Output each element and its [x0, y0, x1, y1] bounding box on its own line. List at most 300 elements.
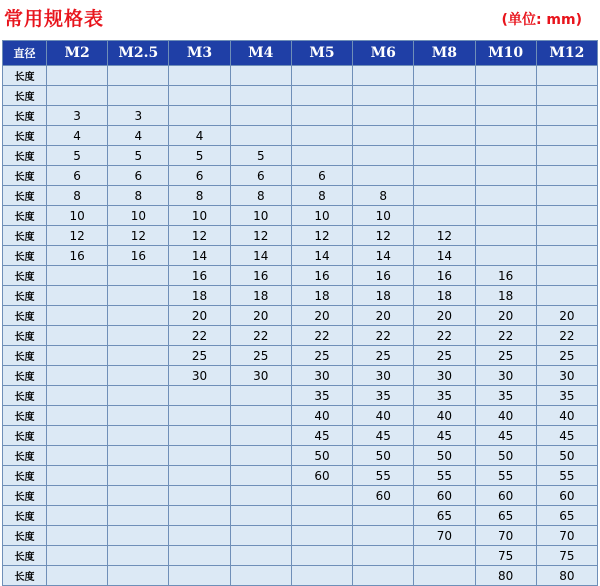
- table-cell: [169, 566, 230, 586]
- table-cell: [230, 506, 291, 526]
- table-cell: 20: [414, 306, 475, 326]
- table-cell: 40: [414, 406, 475, 426]
- table-cell: [47, 366, 108, 386]
- table-cell: [169, 386, 230, 406]
- table-cell: [414, 66, 475, 86]
- table-cell: 6: [108, 166, 169, 186]
- table-cell: 25: [169, 346, 230, 366]
- table-cell: 18: [414, 286, 475, 306]
- column-header: M6: [353, 41, 414, 66]
- table-row: [3, 526, 598, 546]
- table-cell: 50: [353, 446, 414, 466]
- table-cell: 8: [353, 186, 414, 206]
- table-cell: 14: [230, 246, 291, 266]
- table-cell: 8: [47, 186, 108, 206]
- row-label: 长度: [3, 166, 47, 186]
- table-cell: [291, 86, 352, 106]
- table-cell: [414, 166, 475, 186]
- table-cell: 10: [353, 206, 414, 226]
- table-cell: [536, 66, 597, 86]
- table-cell: 30: [230, 366, 291, 386]
- table-cell: [108, 446, 169, 466]
- table-cell: [475, 66, 536, 86]
- table-cell: 22: [230, 326, 291, 346]
- table-cell: [108, 526, 169, 546]
- table-cell: 20: [169, 306, 230, 326]
- page-title: 常用规格表: [4, 8, 105, 30]
- table-cell: [536, 146, 597, 166]
- table-cell: [536, 126, 597, 146]
- table-cell: 30: [475, 366, 536, 386]
- column-header: M2: [47, 41, 108, 66]
- table-cell: 60: [536, 486, 597, 506]
- table-cell: 60: [353, 486, 414, 506]
- row-label: 长度: [3, 566, 47, 586]
- table-row: [3, 446, 598, 466]
- row-label: 长度: [3, 286, 47, 306]
- table-row: [3, 266, 598, 286]
- table-row: [3, 226, 598, 246]
- table-cell: [230, 66, 291, 86]
- table-cell: [291, 146, 352, 166]
- table-cell: [47, 486, 108, 506]
- table-cell: 35: [291, 386, 352, 406]
- column-header: M10: [475, 41, 536, 66]
- table-cell: 25: [475, 346, 536, 366]
- table-cell: 14: [414, 246, 475, 266]
- table-row: [3, 86, 598, 106]
- table-cell: 30: [291, 366, 352, 386]
- table-cell: 16: [414, 266, 475, 286]
- table-cell: [230, 406, 291, 426]
- table-cell: [108, 406, 169, 426]
- table-cell: 45: [353, 426, 414, 446]
- table-cell: [169, 406, 230, 426]
- table-cell: 50: [475, 446, 536, 466]
- table-cell: 55: [353, 466, 414, 486]
- table-row: [3, 566, 598, 586]
- table-cell: [230, 566, 291, 586]
- table-cell: [169, 506, 230, 526]
- row-label: 长度: [3, 226, 47, 246]
- table-cell: 4: [108, 126, 169, 146]
- table-cell: [536, 86, 597, 106]
- table-cell: [536, 106, 597, 126]
- table-cell: 5: [230, 146, 291, 166]
- table-cell: [536, 226, 597, 246]
- table-cell: 70: [414, 526, 475, 546]
- column-header: M12: [536, 41, 597, 66]
- row-label: 长度: [3, 206, 47, 226]
- table-cell: 45: [475, 426, 536, 446]
- table-cell: [108, 346, 169, 366]
- table-cell: 30: [414, 366, 475, 386]
- table-cell: [353, 126, 414, 146]
- table-row: [3, 106, 598, 126]
- table-cell: [47, 286, 108, 306]
- row-label: 长度: [3, 346, 47, 366]
- table-cell: [230, 386, 291, 406]
- table-cell: 16: [291, 266, 352, 286]
- table-cell: [108, 266, 169, 286]
- column-header: M4: [230, 41, 291, 66]
- corner-header: 直径: [3, 41, 47, 66]
- table-cell: [353, 66, 414, 86]
- row-label: 长度: [3, 126, 47, 146]
- table-cell: [47, 386, 108, 406]
- table-cell: [475, 186, 536, 206]
- table-cell: [169, 466, 230, 486]
- spec-table: [2, 40, 598, 586]
- table-cell: [108, 286, 169, 306]
- header-row: [3, 41, 598, 66]
- table-cell: 40: [475, 406, 536, 426]
- table-row: [3, 366, 598, 386]
- table-row: [3, 186, 598, 206]
- table-cell: 35: [475, 386, 536, 406]
- table-cell: [47, 406, 108, 426]
- table-cell: [291, 506, 352, 526]
- table-cell: 20: [291, 306, 352, 326]
- table-cell: [230, 526, 291, 546]
- table-cell: [47, 526, 108, 546]
- row-label: 长度: [3, 386, 47, 406]
- table-cell: 50: [291, 446, 352, 466]
- table-cell: 10: [108, 206, 169, 226]
- table-cell: 12: [169, 226, 230, 246]
- table-row: [3, 486, 598, 506]
- table-cell: [230, 466, 291, 486]
- table-cell: [169, 526, 230, 546]
- row-label: 长度: [3, 106, 47, 126]
- table-cell: [475, 246, 536, 266]
- table-cell: [291, 66, 352, 86]
- table-row: [3, 306, 598, 326]
- row-label: 长度: [3, 146, 47, 166]
- table-cell: [475, 106, 536, 126]
- row-label: 长度: [3, 486, 47, 506]
- table-cell: 12: [47, 226, 108, 246]
- table-cell: 18: [353, 286, 414, 306]
- table-cell: 60: [475, 486, 536, 506]
- row-label: 长度: [3, 506, 47, 526]
- row-label: 长度: [3, 266, 47, 286]
- table-cell: [169, 426, 230, 446]
- table-cell: 6: [291, 166, 352, 186]
- table-row: [3, 286, 598, 306]
- unit-label: (单位: mm): [501, 12, 582, 28]
- table-cell: 16: [353, 266, 414, 286]
- table-row: [3, 546, 598, 566]
- table-cell: 5: [169, 146, 230, 166]
- table-cell: 20: [353, 306, 414, 326]
- table-cell: 12: [353, 226, 414, 246]
- table-cell: [108, 386, 169, 406]
- table-row: [3, 126, 598, 146]
- table-cell: 5: [108, 146, 169, 166]
- table-cell: [536, 166, 597, 186]
- row-label: 长度: [3, 366, 47, 386]
- table-cell: 65: [536, 506, 597, 526]
- table-row: [3, 146, 598, 166]
- table-cell: [414, 546, 475, 566]
- table-cell: 10: [169, 206, 230, 226]
- table-cell: [414, 106, 475, 126]
- table-cell: 25: [230, 346, 291, 366]
- table-cell: 6: [47, 166, 108, 186]
- table-cell: 25: [414, 346, 475, 366]
- table-cell: 20: [230, 306, 291, 326]
- table-cell: [353, 546, 414, 566]
- table-cell: 65: [414, 506, 475, 526]
- table-cell: [169, 66, 230, 86]
- table-cell: 8: [169, 186, 230, 206]
- table-cell: 22: [169, 326, 230, 346]
- table-cell: 45: [536, 426, 597, 446]
- table-cell: [169, 486, 230, 506]
- table-cell: 10: [47, 206, 108, 226]
- table-cell: 12: [414, 226, 475, 246]
- row-label: 长度: [3, 86, 47, 106]
- table-cell: 12: [108, 226, 169, 246]
- table-cell: 3: [47, 106, 108, 126]
- table-cell: 16: [108, 246, 169, 266]
- table-cell: [169, 106, 230, 126]
- table-cell: [108, 546, 169, 566]
- table-cell: [108, 306, 169, 326]
- table-cell: [108, 426, 169, 446]
- table-cell: [414, 126, 475, 146]
- table-cell: [108, 486, 169, 506]
- table-cell: 25: [291, 346, 352, 366]
- table-cell: [475, 146, 536, 166]
- table-cell: [230, 106, 291, 126]
- table-cell: [414, 86, 475, 106]
- table-cell: [291, 526, 352, 546]
- table-row: [3, 386, 598, 406]
- row-label: 长度: [3, 326, 47, 346]
- table-row: [3, 346, 598, 366]
- table-cell: [47, 426, 108, 446]
- table-cell: [230, 546, 291, 566]
- table-cell: [108, 86, 169, 106]
- table-cell: 16: [230, 266, 291, 286]
- table-cell: [108, 566, 169, 586]
- table-cell: [108, 366, 169, 386]
- table-cell: [230, 86, 291, 106]
- table-cell: 12: [230, 226, 291, 246]
- table-row: [3, 166, 598, 186]
- table-cell: [414, 186, 475, 206]
- table-cell: 18: [475, 286, 536, 306]
- table-cell: 80: [475, 566, 536, 586]
- table-cell: [353, 166, 414, 186]
- table-cell: 75: [536, 546, 597, 566]
- table-cell: [47, 466, 108, 486]
- table-cell: [47, 446, 108, 466]
- table-cell: [47, 66, 108, 86]
- table-cell: 60: [414, 486, 475, 506]
- table-cell: 55: [475, 466, 536, 486]
- table-cell: [536, 186, 597, 206]
- table-cell: 22: [536, 326, 597, 346]
- table-cell: 14: [169, 246, 230, 266]
- table-cell: [475, 86, 536, 106]
- table-row: [3, 246, 598, 266]
- table-cell: 35: [353, 386, 414, 406]
- table-cell: 35: [414, 386, 475, 406]
- table-cell: [108, 326, 169, 346]
- table-cell: [414, 566, 475, 586]
- table-cell: [536, 266, 597, 286]
- table-cell: 22: [353, 326, 414, 346]
- row-label: 长度: [3, 446, 47, 466]
- table-cell: 22: [414, 326, 475, 346]
- column-header: M8: [414, 41, 475, 66]
- table-cell: 35: [536, 386, 597, 406]
- table-cell: [536, 286, 597, 306]
- table-cell: 4: [169, 126, 230, 146]
- table-cell: [353, 566, 414, 586]
- table-cell: [291, 106, 352, 126]
- table-cell: [291, 126, 352, 146]
- table-cell: 12: [291, 226, 352, 246]
- table-cell: [47, 86, 108, 106]
- table-cell: [169, 86, 230, 106]
- table-cell: [230, 486, 291, 506]
- table-cell: 16: [169, 266, 230, 286]
- row-label: 长度: [3, 526, 47, 546]
- table-cell: 45: [414, 426, 475, 446]
- table-cell: [353, 506, 414, 526]
- row-label: 长度: [3, 186, 47, 206]
- table-cell: 8: [291, 186, 352, 206]
- table-cell: [414, 206, 475, 226]
- table-cell: 60: [291, 466, 352, 486]
- table-cell: 30: [353, 366, 414, 386]
- table-cell: 3: [108, 106, 169, 126]
- row-label: 长度: [3, 426, 47, 446]
- table-cell: 20: [536, 306, 597, 326]
- table-cell: [47, 326, 108, 346]
- table-cell: 40: [536, 406, 597, 426]
- table-cell: 14: [291, 246, 352, 266]
- row-label: 长度: [3, 66, 47, 86]
- table-cell: [475, 126, 536, 146]
- table-cell: 20: [475, 306, 536, 326]
- table-cell: [47, 546, 108, 566]
- table-cell: 14: [353, 246, 414, 266]
- table-cell: 30: [169, 366, 230, 386]
- table-cell: [47, 566, 108, 586]
- table-row: [3, 406, 598, 426]
- table-cell: 55: [414, 466, 475, 486]
- table-cell: [414, 146, 475, 166]
- table-row: [3, 466, 598, 486]
- table-cell: 30: [536, 366, 597, 386]
- table-cell: [475, 166, 536, 186]
- table-cell: 65: [475, 506, 536, 526]
- table-cell: [169, 446, 230, 466]
- table-cell: 50: [536, 446, 597, 466]
- table-cell: 6: [230, 166, 291, 186]
- table-cell: 10: [291, 206, 352, 226]
- table-cell: 25: [353, 346, 414, 366]
- table-cell: [47, 266, 108, 286]
- table-cell: 40: [353, 406, 414, 426]
- table-cell: 18: [230, 286, 291, 306]
- table-cell: 55: [536, 466, 597, 486]
- table-cell: 18: [169, 286, 230, 306]
- table-cell: 16: [47, 246, 108, 266]
- column-header: M2.5: [108, 41, 169, 66]
- table-cell: [475, 226, 536, 246]
- table-cell: [353, 86, 414, 106]
- table-cell: 8: [108, 186, 169, 206]
- table-cell: [230, 446, 291, 466]
- table-row: [3, 66, 598, 86]
- table-cell: [47, 506, 108, 526]
- table-cell: [291, 566, 352, 586]
- table-row: [3, 426, 598, 446]
- table-cell: [353, 526, 414, 546]
- table-cell: [536, 246, 597, 266]
- table-cell: 80: [536, 566, 597, 586]
- table-cell: 50: [414, 446, 475, 466]
- table-cell: 18: [291, 286, 352, 306]
- table-cell: 45: [291, 426, 352, 446]
- table-cell: 70: [536, 526, 597, 546]
- table-cell: 4: [47, 126, 108, 146]
- row-label: 长度: [3, 246, 47, 266]
- table-row: [3, 326, 598, 346]
- table-cell: [230, 426, 291, 446]
- row-label: 长度: [3, 466, 47, 486]
- table-cell: [353, 146, 414, 166]
- table-cell: 5: [47, 146, 108, 166]
- row-label: 长度: [3, 406, 47, 426]
- table-cell: 8: [230, 186, 291, 206]
- row-label: 长度: [3, 306, 47, 326]
- table-row: [3, 206, 598, 226]
- table-cell: 70: [475, 526, 536, 546]
- table-cell: [291, 546, 352, 566]
- table-cell: [108, 66, 169, 86]
- table-cell: 16: [475, 266, 536, 286]
- table-cell: [108, 506, 169, 526]
- column-header: M3: [169, 41, 230, 66]
- table-cell: [536, 206, 597, 226]
- table-cell: [291, 486, 352, 506]
- table-cell: 6: [169, 166, 230, 186]
- table-cell: 25: [536, 346, 597, 366]
- row-label: 长度: [3, 546, 47, 566]
- table-cell: 40: [291, 406, 352, 426]
- table-cell: 75: [475, 546, 536, 566]
- table-cell: [230, 126, 291, 146]
- table-cell: [108, 466, 169, 486]
- table-cell: [47, 346, 108, 366]
- column-header: M5: [291, 41, 352, 66]
- table-cell: 22: [291, 326, 352, 346]
- table-cell: [47, 306, 108, 326]
- table-cell: [475, 206, 536, 226]
- table-body: [3, 66, 598, 586]
- table-cell: 22: [475, 326, 536, 346]
- table-cell: [169, 546, 230, 566]
- table-row: [3, 506, 598, 526]
- table-cell: [353, 106, 414, 126]
